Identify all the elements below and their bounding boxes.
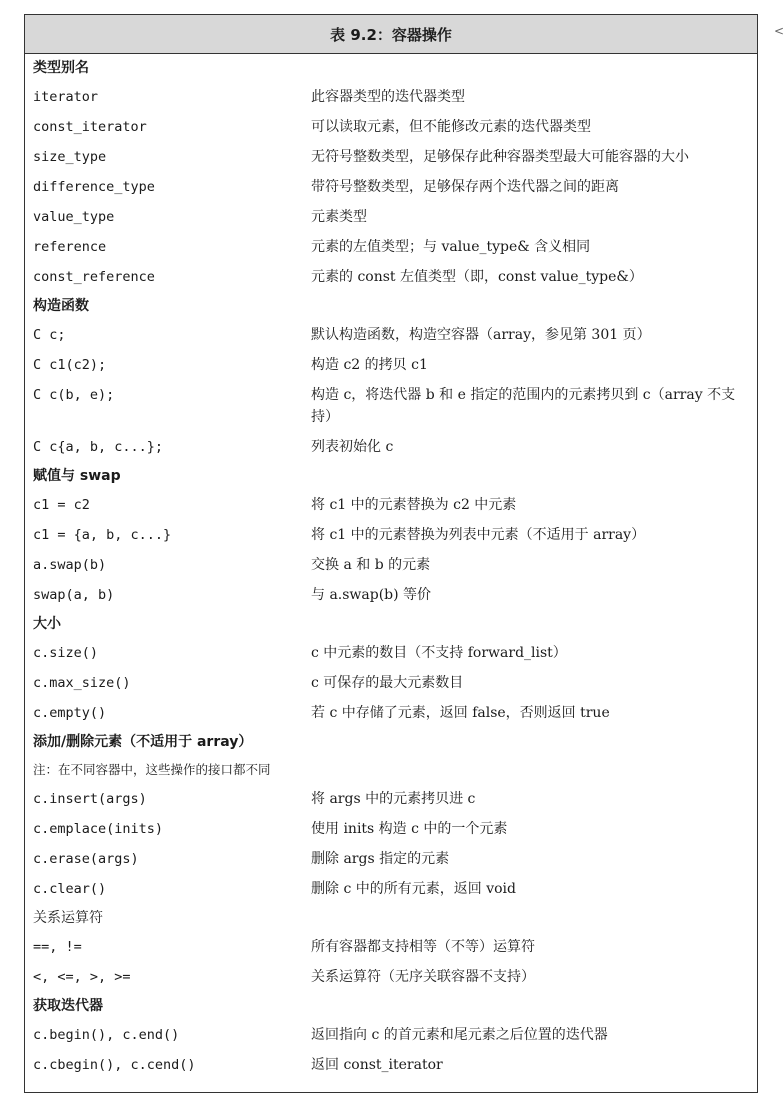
table-row bbox=[25, 232, 757, 262]
description-cell: c 可保存的最大元素数目 bbox=[311, 675, 464, 691]
section-title: 关系运算符 bbox=[33, 910, 103, 926]
table-row bbox=[25, 638, 757, 668]
operation-cell: c.max_size() bbox=[33, 675, 131, 691]
section-heading bbox=[25, 462, 757, 490]
table-row bbox=[25, 432, 757, 462]
description-cell: 删除 args 指定的元素 bbox=[311, 851, 450, 867]
table-row bbox=[25, 350, 757, 380]
table-row bbox=[25, 262, 757, 292]
operation-cell: c.emplace(inits) bbox=[33, 821, 164, 837]
operation-cell: a.swap(b) bbox=[33, 557, 107, 573]
description-cell: 使用 inits 构造 c 中的一个元素 bbox=[311, 821, 508, 837]
table-body bbox=[25, 54, 757, 1080]
note-text: 注：在不同容器中，这些操作的接口都不同 bbox=[33, 762, 271, 777]
table-title: 表 9.2：容器操作 bbox=[25, 15, 757, 54]
table-row bbox=[25, 380, 757, 432]
section-title: 添加/删除元素（不适用于 array） bbox=[33, 734, 253, 750]
description-cell: 所有容器都支持相等（不等）运算符 bbox=[311, 939, 535, 955]
operation-cell: c.clear() bbox=[33, 881, 107, 897]
section-heading bbox=[25, 54, 757, 82]
table-row bbox=[25, 490, 757, 520]
description-cell: 交换 a 和 b 的元素 bbox=[311, 557, 431, 573]
table-row bbox=[25, 962, 757, 992]
table-row bbox=[25, 172, 757, 202]
operation-cell: value_type bbox=[33, 209, 115, 225]
section-title: 类型别名 bbox=[33, 60, 89, 76]
table-row bbox=[25, 142, 757, 172]
operation-cell: iterator bbox=[33, 89, 99, 105]
operation-cell: c.begin(), c.end() bbox=[33, 1027, 180, 1043]
table-row bbox=[25, 550, 757, 580]
description-cell: 将 c1 中的元素替换为列表中元素（不适用于 array） bbox=[311, 527, 646, 543]
note-row bbox=[25, 756, 757, 784]
description-cell: 删除 c 中的所有元素，返回 void bbox=[311, 881, 516, 897]
container-operations-table bbox=[24, 14, 758, 1093]
section-title: 构造函数 bbox=[33, 298, 89, 314]
table-row bbox=[25, 580, 757, 610]
operation-cell: reference bbox=[33, 239, 107, 255]
table-row bbox=[25, 1020, 757, 1050]
table-row bbox=[25, 320, 757, 350]
description-cell: 与 a.swap(b) 等价 bbox=[311, 587, 432, 603]
operation-cell: C c{a, b, c...}; bbox=[33, 439, 164, 455]
table-row bbox=[25, 668, 757, 698]
table-row bbox=[25, 82, 757, 112]
description-cell: 构造 c，将迭代器 b 和 e 指定的范围内的元素拷贝到 c（array 不支持） bbox=[311, 387, 736, 425]
description-cell: 关系运算符（无序关联容器不支持） bbox=[311, 969, 535, 985]
operation-cell: c.size() bbox=[33, 645, 99, 661]
table-row bbox=[25, 202, 757, 232]
description-cell: 元素类型 bbox=[311, 209, 367, 225]
description-cell: 构造 c2 的拷贝 c1 bbox=[311, 357, 428, 373]
description-cell: 元素的 const 左值类型（即，const value_type&） bbox=[311, 269, 643, 285]
description-cell: 无符号整数类型，足够保存此种容器类型最大可能容器的大小 bbox=[311, 149, 689, 165]
description-cell: 此容器类型的迭代器类型 bbox=[311, 89, 465, 105]
description-cell: 将 args 中的元素拷贝进 c bbox=[311, 791, 476, 807]
description-cell: 返回指向 c 的首元素和尾元素之后位置的迭代器 bbox=[311, 1027, 608, 1043]
table-row bbox=[25, 520, 757, 550]
description-cell: 带符号整数类型，足够保存两个迭代器之间的距离 bbox=[311, 179, 619, 195]
operation-cell: const_iterator bbox=[33, 119, 147, 135]
operation-cell: C c1(c2); bbox=[33, 357, 107, 373]
description-cell: c 中元素的数目（不支持 forward_list） bbox=[311, 645, 567, 661]
section-heading bbox=[25, 728, 757, 756]
table-row bbox=[25, 874, 757, 904]
description-cell: 元素的左值类型；与 value_type& 含义相同 bbox=[311, 239, 591, 255]
operation-cell: size_type bbox=[33, 149, 107, 165]
table-row bbox=[25, 932, 757, 962]
description-cell: 若 c 中存储了元素，返回 false，否则返回 true bbox=[311, 705, 610, 721]
description-cell: 可以读取元素，但不能修改元素的迭代器类型 bbox=[311, 119, 591, 135]
operation-cell: swap(a, b) bbox=[33, 587, 115, 603]
operation-cell: c.erase(args) bbox=[33, 851, 139, 867]
section-title: 获取迭代器 bbox=[33, 998, 103, 1014]
description-cell: 将 c1 中的元素替换为 c2 中元素 bbox=[311, 497, 517, 513]
table-row bbox=[25, 112, 757, 142]
operation-cell: c1 = {a, b, c...} bbox=[33, 527, 172, 543]
operation-cell: C c(b, e); bbox=[33, 387, 115, 403]
table-row bbox=[25, 784, 757, 814]
table-row bbox=[25, 844, 757, 874]
section-heading bbox=[25, 610, 757, 638]
table-row bbox=[25, 814, 757, 844]
operation-cell: ==, != bbox=[33, 939, 82, 955]
section-heading bbox=[25, 904, 757, 932]
section-heading bbox=[25, 292, 757, 320]
table-row bbox=[25, 698, 757, 728]
operation-cell: c1 = c2 bbox=[33, 497, 90, 513]
operation-cell: c.insert(args) bbox=[33, 791, 147, 807]
operation-cell: <, <=, >, >= bbox=[33, 969, 131, 985]
description-cell: 默认构造函数，构造空容器（array，参见第 301 页） bbox=[311, 327, 651, 343]
description-cell: 列表初始化 c bbox=[311, 439, 394, 455]
operation-cell: c.empty() bbox=[33, 705, 107, 721]
table-row bbox=[25, 1050, 757, 1080]
page-edge-mark: < bbox=[774, 24, 784, 38]
section-heading bbox=[25, 992, 757, 1020]
operation-cell: const_reference bbox=[33, 269, 155, 285]
section-title: 赋值与 swap bbox=[33, 468, 121, 484]
section-title: 大小 bbox=[33, 616, 61, 632]
operation-cell: difference_type bbox=[33, 179, 155, 195]
operation-cell: C c; bbox=[33, 327, 66, 343]
description-cell: 返回 const_iterator bbox=[311, 1057, 443, 1073]
operation-cell: c.cbegin(), c.cend() bbox=[33, 1057, 196, 1073]
